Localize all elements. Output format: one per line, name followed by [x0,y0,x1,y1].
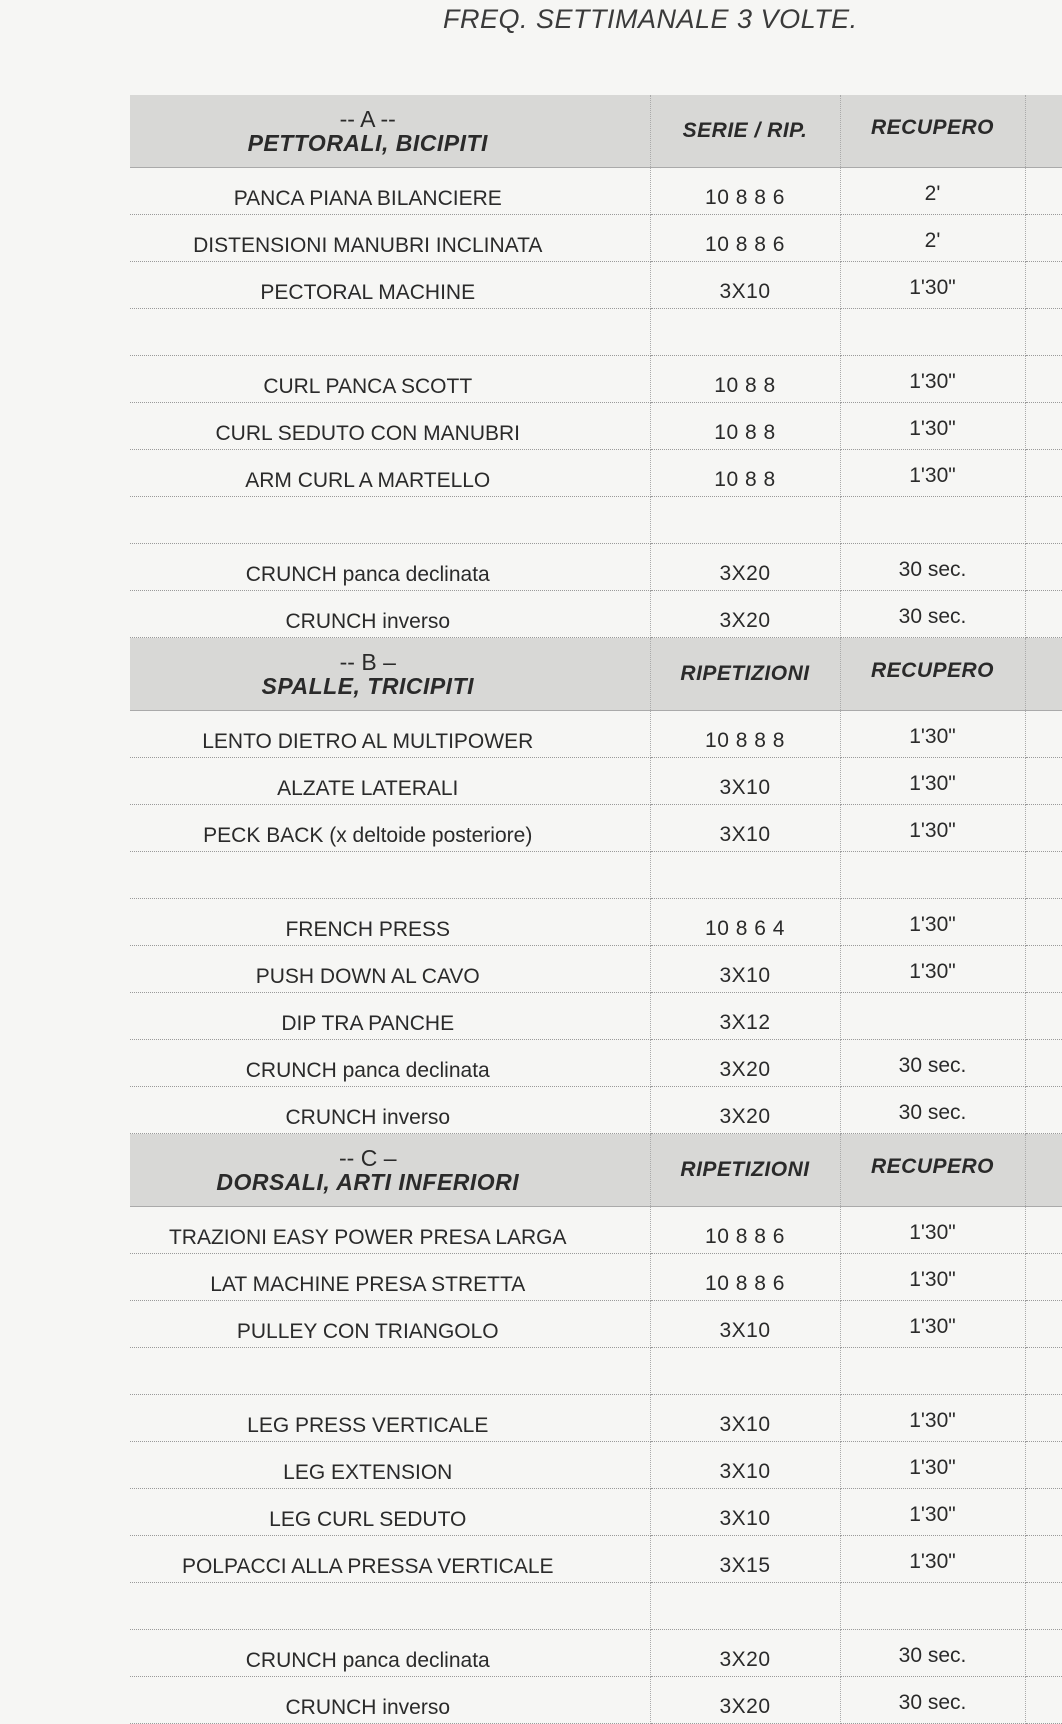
table-edge-cell [1025,1301,1062,1348]
exercise-rest: 30 sec. [840,1630,1025,1677]
exercise-reps: 3X12 [650,993,840,1040]
table-edge-cell [1025,356,1062,403]
table-edge-cell [1025,450,1062,497]
exercise-row [130,946,1062,993]
table-edge-cell [1025,1630,1062,1677]
exercise-reps: 3X20 [650,591,840,638]
exercise-reps: 3X15 [650,1536,840,1583]
table-edge-cell [1025,1536,1062,1583]
exercise-name: PANCA PIANA BILANCIERE [130,168,650,215]
section-title [130,1134,650,1207]
section-letter: -- C – [339,1144,397,1171]
table-edge-cell [1025,1087,1062,1134]
section-header [130,95,1062,168]
table-edge-cell [1025,1395,1062,1442]
exercise-rest [840,497,1025,544]
exercise-rest: 1'30" [840,1489,1025,1536]
table-edge-cell [1025,852,1062,899]
page-title: FREQ. SETTIMANALE 3 VOLTE. [443,4,858,34]
exercise-reps: 10 8 8 [650,356,840,403]
exercise-name: LEG EXTENSION [130,1442,650,1489]
exercise-name: ARM CURL A MARTELLO [130,450,650,497]
exercise-row [130,899,1062,946]
spacer-row [130,1583,1062,1630]
exercise-row [130,1489,1062,1536]
exercise-name [130,497,650,544]
table-edge-cell [1025,168,1062,215]
exercise-name [130,309,650,356]
table-edge-cell [1025,544,1062,591]
table-edge-cell [1025,497,1062,544]
table-edge-cell [1025,993,1062,1040]
workout-table-body [130,95,1062,1724]
exercise-name: POLPACCI ALLA PRESSA VERTICALE [130,1536,650,1583]
exercise-rest: 30 sec. [840,1087,1025,1134]
exercise-reps [650,497,840,544]
exercise-reps: 3X20 [650,1677,840,1724]
exercise-reps [650,1583,840,1630]
table-edge-cell [1025,711,1062,758]
exercise-row [130,993,1062,1040]
exercise-rest: 1'30" [840,403,1025,450]
exercise-rest: 1'30" [840,1207,1025,1254]
exercise-rest: 2' [840,168,1025,215]
table-edge-cell [1025,946,1062,993]
exercise-rest: 1'30" [840,1254,1025,1301]
exercise-rest: 1'30" [840,1395,1025,1442]
table-edge-cell [1025,1348,1062,1395]
section-header [130,638,1062,711]
exercise-rest: 30 sec. [840,591,1025,638]
exercise-reps: 3X20 [650,1087,840,1134]
exercise-reps: 10 8 8 6 [650,1207,840,1254]
table-edge-cell [1025,591,1062,638]
exercise-reps: 3X10 [650,946,840,993]
exercise-reps: 3X10 [650,1489,840,1536]
exercise-rest: 1'30" [840,899,1025,946]
exercise-name: CURL SEDUTO CON MANUBRI [130,403,650,450]
exercise-name: PECTORAL MACHINE [130,262,650,309]
table-edge-cell [1025,1583,1062,1630]
section-letter: -- A -- [339,105,396,132]
exercise-row [130,1301,1062,1348]
exercise-reps: 3X10 [650,262,840,309]
exercise-row [130,1207,1062,1254]
table-edge-cell [1025,1442,1062,1489]
exercise-name: CRUNCH panca declinata [130,544,650,591]
table-edge-cell [1025,215,1062,262]
exercise-row [130,1630,1062,1677]
exercise-reps: 10 8 6 4 [650,899,840,946]
section-title [130,638,650,711]
exercise-row [130,1254,1062,1301]
exercise-reps: 3X20 [650,544,840,591]
exercise-rest: 1'30" [840,262,1025,309]
exercise-name [130,852,650,899]
exercise-rest [840,309,1025,356]
exercise-row [130,758,1062,805]
exercise-rest: 1'30" [840,450,1025,497]
exercise-name: LEG CURL SEDUTO [130,1489,650,1536]
exercise-name: DIP TRA PANCHE [130,993,650,1040]
exercise-reps: 3X10 [650,1301,840,1348]
exercise-name: DISTENSIONI MANUBRI INCLINATA [130,215,650,262]
exercise-row [130,544,1062,591]
exercise-reps: 3X10 [650,758,840,805]
exercise-name [130,1348,650,1395]
exercise-row [130,356,1062,403]
exercise-rest: 2' [840,215,1025,262]
exercise-row [130,1040,1062,1087]
column-header-rest: RECUPERO [840,95,1025,168]
section-muscles: PETTORALI, BICIPITI [247,130,488,156]
exercise-reps: 10 8 8 6 [650,215,840,262]
exercise-reps: 10 8 8 8 [650,711,840,758]
exercise-reps: 10 8 8 [650,450,840,497]
exercise-rest: 1'30" [840,758,1025,805]
exercise-reps: 10 8 8 6 [650,168,840,215]
table-edge-cell [1025,899,1062,946]
exercise-reps: 10 8 8 [650,403,840,450]
table-edge-cell [1025,805,1062,852]
exercise-rest: 30 sec. [840,1040,1025,1087]
spacer-row [130,497,1062,544]
exercise-reps: 3X10 [650,805,840,852]
exercise-row [130,450,1062,497]
exercise-rest: 1'30" [840,805,1025,852]
exercise-name: LEG PRESS VERTICALE [130,1395,650,1442]
exercise-reps [650,309,840,356]
workout-table [130,95,1062,1724]
table-edge-cell [1025,1489,1062,1536]
table-edge-cell [1025,95,1062,168]
exercise-rest: 30 sec. [840,1677,1025,1724]
table-edge-cell [1025,1040,1062,1087]
exercise-rest: 1'30" [840,1536,1025,1583]
exercise-name: CRUNCH panca declinata [130,1040,650,1087]
exercise-name: CRUNCH inverso [130,591,650,638]
exercise-rest: 30 sec. [840,544,1025,591]
exercise-rest [840,1348,1025,1395]
exercise-rest: 1'30" [840,356,1025,403]
exercise-name: LAT MACHINE PRESA STRETTA [130,1254,650,1301]
exercise-name: LENTO DIETRO AL MULTIPOWER [130,711,650,758]
section-muscles: SPALLE, TRICIPITI [261,673,475,699]
spacer-row [130,852,1062,899]
exercise-name: TRAZIONI EASY POWER PRESA LARGA [130,1207,650,1254]
exercise-name: PUSH DOWN AL CAVO [130,946,650,993]
section-title [130,95,650,168]
table-edge-cell [1025,1254,1062,1301]
exercise-row [130,805,1062,852]
section-muscles: DORSALI, ARTI INFERIORI [216,1169,520,1195]
table-edge-cell [1025,309,1062,356]
exercise-reps: 10 8 8 6 [650,1254,840,1301]
exercise-reps: 3X20 [650,1040,840,1087]
column-header-rest: RECUPERO [840,1134,1025,1207]
exercise-row [130,403,1062,450]
exercise-row [130,215,1062,262]
exercise-row [130,1677,1062,1724]
section-header [130,1134,1062,1207]
exercise-reps [650,852,840,899]
column-header-reps: SERIE / RIP. [650,95,840,168]
exercise-rest: 1'30" [840,1442,1025,1489]
table-edge-cell [1025,638,1062,711]
table-edge-cell [1025,262,1062,309]
exercise-name: FRENCH PRESS [130,899,650,946]
exercise-name: CRUNCH inverso [130,1087,650,1134]
table-edge-cell [1025,1677,1062,1724]
column-header-reps: RIPETIZIONI [650,638,840,711]
exercise-name: ALZATE LATERALI [130,758,650,805]
exercise-row [130,1087,1062,1134]
exercise-name: CRUNCH panca declinata [130,1630,650,1677]
table-edge-cell [1025,1207,1062,1254]
exercise-rest: 1'30" [840,711,1025,758]
exercise-reps: 3X10 [650,1395,840,1442]
exercise-reps: 3X20 [650,1630,840,1677]
table-edge-cell [1025,403,1062,450]
exercise-row [130,1442,1062,1489]
exercise-name: CURL PANCA SCOTT [130,356,650,403]
exercise-row [130,262,1062,309]
column-header-reps: RIPETIZIONI [650,1134,840,1207]
exercise-row [130,1395,1062,1442]
exercise-name: PULLEY CON TRIANGOLO [130,1301,650,1348]
table-edge-cell [1025,1134,1062,1207]
exercise-name [130,1583,650,1630]
exercise-reps [650,1348,840,1395]
exercise-row [130,591,1062,638]
table-edge-cell [1025,758,1062,805]
exercise-rest: 1'30" [840,946,1025,993]
spacer-row [130,309,1062,356]
spacer-row [130,1348,1062,1395]
column-header-rest: RECUPERO [840,638,1025,711]
exercise-name: CRUNCH inverso [130,1677,650,1724]
exercise-reps: 3X10 [650,1442,840,1489]
exercise-rest [840,993,1025,1040]
exercise-row [130,711,1062,758]
exercise-rest [840,1583,1025,1630]
exercise-name: PECK BACK (x deltoide posteriore) [130,805,650,852]
section-letter: -- B – [339,648,396,675]
exercise-row [130,1536,1062,1583]
exercise-rest [840,852,1025,899]
exercise-row [130,168,1062,215]
exercise-rest: 1'30" [840,1301,1025,1348]
